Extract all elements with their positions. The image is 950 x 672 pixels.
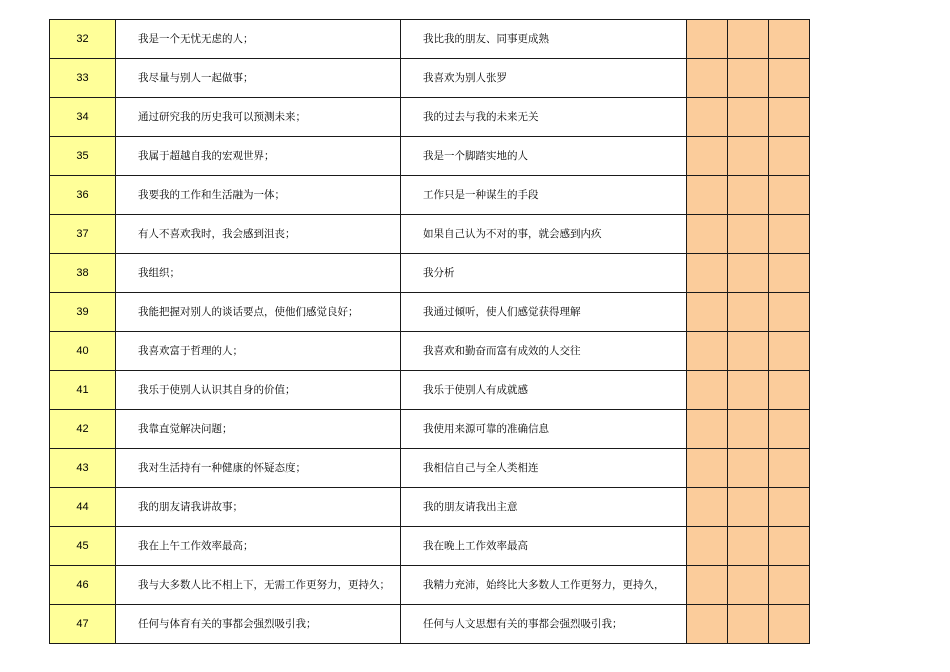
table-row [50,137,810,176]
statement-b: 我精力充沛，始终比大多数人工作更努力，更持久， [401,566,687,605]
question-number: 33 [50,59,116,98]
answer-cell-1[interactable] [687,20,728,59]
answer-cell-2[interactable] [728,605,769,644]
statement-b: 我比我的朋友、同事更成熟 [401,20,687,59]
answer-cell-2[interactable] [728,371,769,410]
answer-cell-3[interactable] [769,410,810,449]
answer-cell-2[interactable] [728,293,769,332]
table-row [50,371,810,410]
question-number: 46 [50,566,116,605]
table-row [50,488,810,527]
statement-a: 我喜欢富于哲理的人； [116,332,401,371]
statement-b: 我喜欢和勤奋而富有成效的人交往 [401,332,687,371]
answer-cell-2[interactable] [728,98,769,137]
table-row [50,605,810,644]
statement-a: 我尽量与别人一起做事； [116,59,401,98]
statement-b: 我的过去与我的未来无关 [401,98,687,137]
answer-cell-3[interactable] [769,449,810,488]
table-row [50,20,810,59]
table-row [50,98,810,137]
answer-cell-3[interactable] [769,605,810,644]
question-number: 43 [50,449,116,488]
answer-cell-3[interactable] [769,59,810,98]
statement-b: 我在晚上工作效率最高 [401,527,687,566]
statement-b: 我的朋友请我出主意 [401,488,687,527]
statement-a: 我组织； [116,254,401,293]
answer-cell-2[interactable] [728,215,769,254]
answer-cell-2[interactable] [728,488,769,527]
statement-b: 如果自己认为不对的事，就会感到内疚 [401,215,687,254]
question-number: 42 [50,410,116,449]
answer-cell-1[interactable] [687,488,728,527]
question-number: 34 [50,98,116,137]
statement-a: 我靠直觉解决问题； [116,410,401,449]
answer-cell-2[interactable] [728,410,769,449]
answer-cell-3[interactable] [769,137,810,176]
statement-a: 我要我的工作和生活融为一体； [116,176,401,215]
answer-cell-3[interactable] [769,488,810,527]
answer-cell-3[interactable] [769,566,810,605]
answer-cell-1[interactable] [687,254,728,293]
table-row [50,293,810,332]
statement-b: 我喜欢为别人张罗 [401,59,687,98]
question-number: 35 [50,137,116,176]
statement-b: 我相信自己与全人类相连 [401,449,687,488]
answer-cell-3[interactable] [769,332,810,371]
answer-cell-2[interactable] [728,332,769,371]
statement-b: 我分析 [401,254,687,293]
answer-cell-1[interactable] [687,59,728,98]
statement-b: 我通过倾听，使人们感觉获得理解 [401,293,687,332]
table-row [50,527,810,566]
answer-cell-3[interactable] [769,293,810,332]
answer-cell-2[interactable] [728,20,769,59]
statement-a: 我与大多数人比不相上下，无需工作更努力，更持久； [116,566,401,605]
table-row [50,566,810,605]
question-number: 40 [50,332,116,371]
answer-cell-1[interactable] [687,137,728,176]
question-number: 44 [50,488,116,527]
answer-cell-1[interactable] [687,98,728,137]
statement-a: 我属于超越自我的宏观世界； [116,137,401,176]
statement-a: 我对生活持有一种健康的怀疑态度； [116,449,401,488]
table-body [50,20,810,644]
question-number: 36 [50,176,116,215]
answer-cell-3[interactable] [769,176,810,215]
question-number: 32 [50,20,116,59]
answer-cell-1[interactable] [687,371,728,410]
table-row [50,215,810,254]
answer-cell-2[interactable] [728,137,769,176]
answer-cell-3[interactable] [769,98,810,137]
answer-cell-1[interactable] [687,176,728,215]
statement-a: 任何与体育有关的事都会强烈吸引我； [116,605,401,644]
table-row [50,254,810,293]
statement-b: 任何与人文思想有关的事都会强烈吸引我； [401,605,687,644]
question-number: 41 [50,371,116,410]
table-row [50,410,810,449]
answer-cell-2[interactable] [728,176,769,215]
answer-cell-1[interactable] [687,293,728,332]
statement-b: 我使用来源可靠的准确信息 [401,410,687,449]
answer-cell-1[interactable] [687,527,728,566]
question-number: 47 [50,605,116,644]
question-number: 38 [50,254,116,293]
statement-a: 有人不喜欢我时，我会感到沮丧； [116,215,401,254]
question-number: 39 [50,293,116,332]
questionnaire-sheet [49,19,810,644]
answer-cell-1[interactable] [687,215,728,254]
answer-cell-3[interactable] [769,527,810,566]
answer-cell-1[interactable] [687,566,728,605]
table-row [50,332,810,371]
statement-b: 我是一个脚踏实地的人 [401,137,687,176]
answer-cell-1[interactable] [687,410,728,449]
question-number: 37 [50,215,116,254]
statement-a: 我的朋友请我讲故事； [116,488,401,527]
answer-cell-1[interactable] [687,449,728,488]
answer-cell-3[interactable] [769,254,810,293]
question-number: 45 [50,527,116,566]
statement-a: 我能把握对别人的谈话要点，使他们感觉良好； [116,293,401,332]
statement-b: 我乐于使别人有成就感 [401,371,687,410]
statement-b: 工作只是一种谋生的手段 [401,176,687,215]
statement-a: 我乐于使别人认识其自身的价值； [116,371,401,410]
table-row [50,59,810,98]
answer-cell-1[interactable] [687,332,728,371]
answer-cell-2[interactable] [728,566,769,605]
statement-a: 我在上午工作效率最高； [116,527,401,566]
answer-cell-3[interactable] [769,215,810,254]
answer-cell-3[interactable] [769,371,810,410]
answer-cell-2[interactable] [728,527,769,566]
table-row [50,449,810,488]
answer-cell-3[interactable] [769,20,810,59]
answer-cell-2[interactable] [728,59,769,98]
questionnaire-table [49,19,810,644]
answer-cell-1[interactable] [687,605,728,644]
statement-a: 我是一个无忧无虑的人； [116,20,401,59]
answer-cell-2[interactable] [728,449,769,488]
statement-a: 通过研究我的历史我可以预测未来； [116,98,401,137]
table-row [50,176,810,215]
answer-cell-2[interactable] [728,254,769,293]
